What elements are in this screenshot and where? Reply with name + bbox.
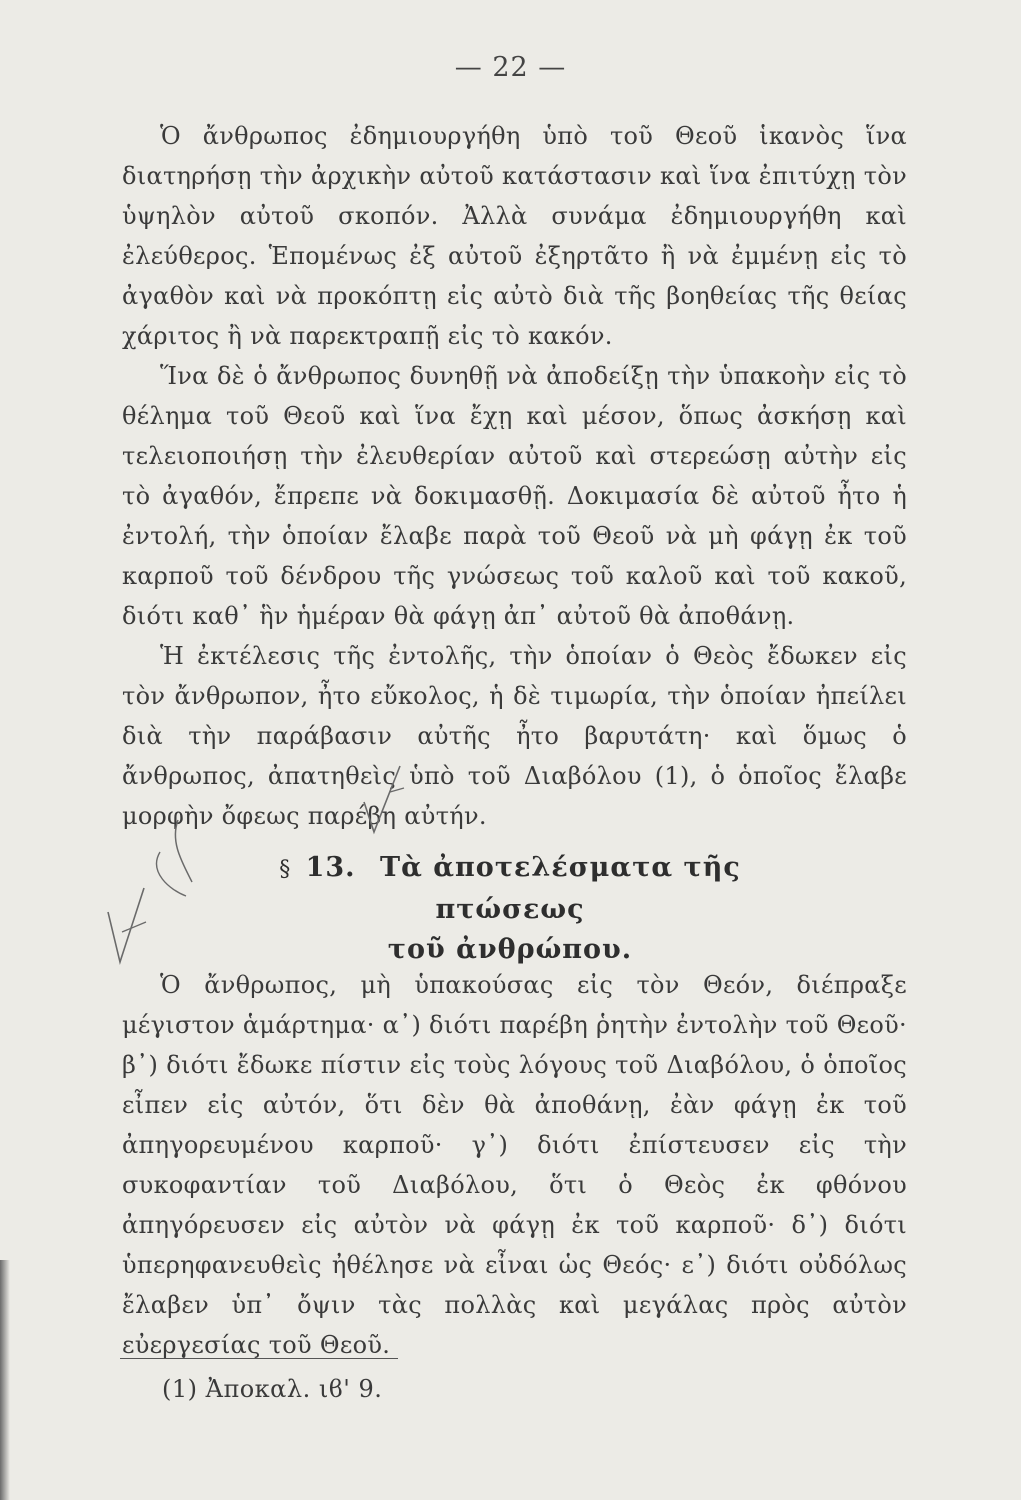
section-heading (200, 848, 820, 970)
footnote: (1) Ἀποκαλ. ιϐ' 9. (162, 1375, 383, 1403)
heading-line-1 (200, 848, 820, 930)
paragraph: Ἵνα δὲ ὁ ἄνθρωπος δυνηθῇ νὰ ἀποδείξῃ τὴν ὑπακοὴν εἰς τὸ θέλημα τοῦ Θεοῦ καὶ ἵνα ἔχῃ καὶ μέσον, ὅπως ἀσκήσῃ καὶ τελειοποιήσῃ τὴν ἐλευθερίαν αὐτοῦ καὶ στερεώσῃ αὐτὴν εἰς τὸ ἀγαθόν, ἔπρεπε νὰ δοκιμασθῇ. Δοκιμασία δὲ αὐτοῦ ἦτο ἡ ἐντολή, τὴν ὁποίαν ἔλαβε παρὰ τοῦ Θεοῦ νὰ μὴ φάγῃ ἐκ τοῦ καρποῦ τοῦ δένδρου τῆς γνώσεως τοῦ καλοῦ καὶ τοῦ κακοῦ, διότι καθ᾿ ἣν ἡμέραν θὰ φάγῃ ἀπ᾿ αὐτοῦ θὰ ἀποθάνῃ. (122, 362, 907, 630)
section-number: 13. (305, 852, 356, 883)
heading-title-line-1: Τὰ ἀποτελέσματα τῆς πτώσεως (380, 852, 741, 925)
page-edge-shadow (0, 1260, 10, 1500)
page-number: — 22 — (454, 52, 567, 83)
section-symbol: § (279, 857, 292, 882)
paragraph: Ὁ ἄνθρωπος ἐδημιουργήθη ὑπὸ τοῦ Θεοῦ ἱκανὸς ἵνα διατηρήσῃ τὴν ἀρχικὴν αὐτοῦ κατάστασιν καὶ ἵνα ἐπιτύχῃ τὸν ὑψηλὸν αὐτοῦ σκοπόν. Ἀλλὰ συνάμα ἐδημιουργήθη καὶ ἐλεύθερος. Ἑπομένως ἐξ αὐτοῦ ἐξηρτᾶτο ἢ νὰ ἐμμένῃ εἰς τὸ ἀγαθὸν καὶ νὰ προκόπτῃ εἰς αὐτὸ διὰ τῆς βοηθείας τῆς θείας χάριτος ἢ νὰ παρεκτραπῇ εἰς τὸ κακόν. (122, 122, 907, 350)
handwritten-margin-mark (100, 812, 210, 972)
heading-title-line-2: τοῦ ἀνθρώπου. (387, 934, 633, 965)
body-text-bottom (122, 965, 907, 1365)
paragraph: Ὁ ἄνθρωπος, μὴ ὑπακούσας εἰς τὸν Θεόν, διέπραξε μέγιστον ἁμάρτημα· α᾿) διότι παρέβη ῥητὴν ἐντολὴν τοῦ Θεοῦ· β᾿) διότι ἔδωκε πίστιν εἰς τοὺς λόγους τοῦ Διαβόλου, ὁ ὁποῖος εἶπεν εἰς αὐτόν, ὅτι δὲν θὰ ἀποθάνῃ, ἐὰν φάγῃ ἐκ τοῦ ἀπηγορευμένου καρποῦ· γ᾿) διότι ἐπίστευσεν εἰς τὴν συκοφαντίαν τοῦ Διαβόλου, ὅτι ὁ Θεὸς ἐκ φθόνου ἀπηγόρευσεν εἰς αὐτὸν νὰ φάγῃ ἐκ τοῦ καρποῦ· δ᾿) διότι ὑπερηφανευθεὶς ἠθέλησε νὰ εἶναι ὡς Θεός· ε᾿) διότι οὐδόλως ἔλαβεν ὑπ᾿ ὄψιν τὰς πολλὰς καὶ μεγάλας πρὸς αὐτὸν εὐεργεσίας τοῦ Θεοῦ. (122, 971, 907, 1359)
paragraph: Ἡ ἐκτέλεσις τῆς ἐντολῆς, τὴν ὁποίαν ὁ Θεὸς ἔδωκεν εἰς τὸν ἄνθρωπον, ἦτο εὔκολος, ἡ δὲ τιμωρία, τὴν ὁποίαν ἠπείλει διὰ τὴν παράβασιν αὐτῆς ἦτο βαρυτάτη· καὶ ὅμως ὁ ἄνθρωπος, ἀπατηθεὶς ὑπὸ τοῦ Διαβόλου (1), ὁ ὁποῖος ἔλαβε μορφὴν ὄφεως παρέβη αὐτήν. (122, 642, 907, 830)
footnote-divider (120, 1358, 398, 1359)
body-text-top (122, 116, 907, 836)
